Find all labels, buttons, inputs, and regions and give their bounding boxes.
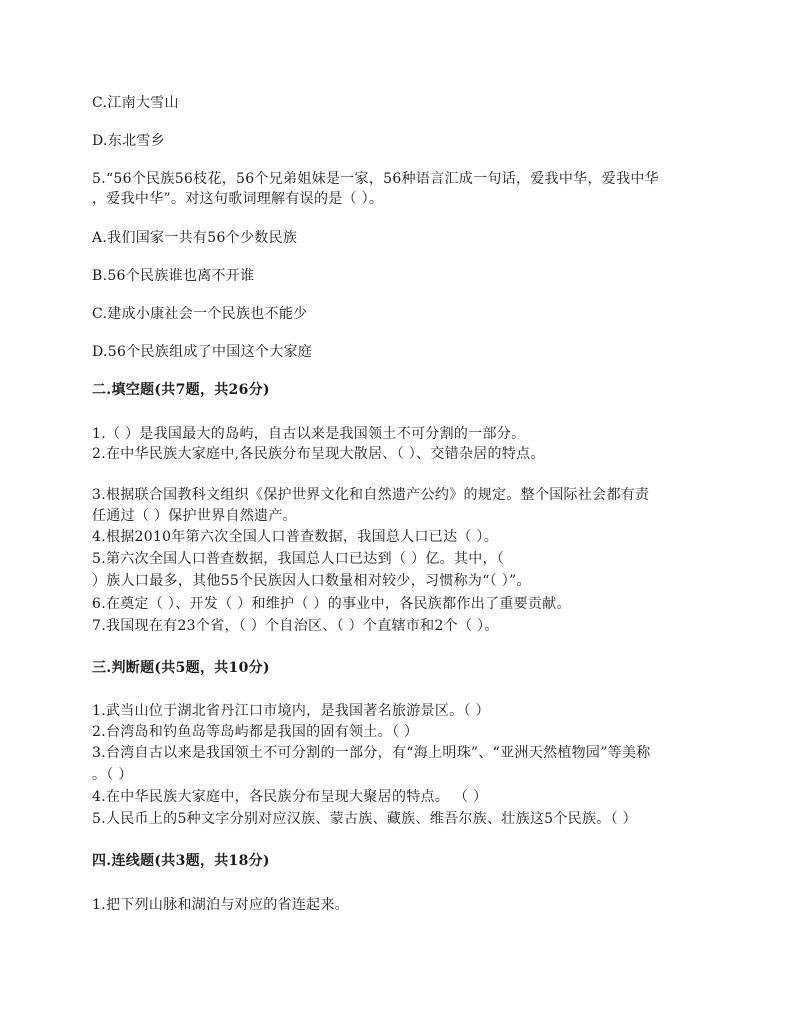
fill-blank-q5-line-2: ）族人口最多，其他55个民族因人口数量相对较少，习惯称为“（ ）”。 xyxy=(92,573,531,589)
fill-blank-q4: 4.根据2010年第六次全国人口普查数据，我国总人口已达（ ）。 xyxy=(92,529,499,545)
section-heading-matching: 四.连线题(共3题，共18分) xyxy=(92,853,270,869)
fill-blank-q3-line-1: 3.根据联合国教科文组织《保护世界文化和自然遗产公约》的规定。整个国际社会都有责 xyxy=(92,487,650,503)
fill-blank-q2: 2.在中华民族大家庭中,各民族分布呈现大散居、（ ）、交错杂居的特点。 xyxy=(92,446,545,462)
true-false-q5: 5.人民币上的5种文字分别对应汉族、蒙古族、藏族、维吾尔族、壮族这5个民族。（ ） xyxy=(92,811,637,827)
question-5-line-2: ，爱我中华”。对这句歌词理解有误的是（ ）。 xyxy=(92,191,384,207)
true-false-q1: 1.武当山位于湖北省丹江口市境内，是我国著名旅游景区。（ ） xyxy=(92,703,490,719)
question-5-option-b: B.56个民族谁也离不开谁 xyxy=(92,268,255,284)
fill-blank-q5-line-1: 5.第六次全国人口普查数据，我国总人口已达到（ ）亿。其中，（ xyxy=(92,551,505,567)
question-5-option-a: A.我们国家一共有56个少数民族 xyxy=(92,230,298,246)
option-c-text: C.江南大雪山 xyxy=(92,95,179,111)
section-heading-true-false: 三.判断题(共5题，共10分) xyxy=(92,660,270,676)
fill-blank-q6: 6.在奠定（ ）、开发（ ）和维护（ ）的事业中，各民族都作出了重要贡献。 xyxy=(92,596,571,612)
fill-blank-q3-line-2: 任通过（ ）保护世界自然遗产。 xyxy=(92,508,297,524)
fill-blank-q7: 7.我国现在有23个省，（ ）个自治区、（ ）个直辖市和2个（ ）。 xyxy=(92,618,499,634)
fill-blank-q1: 1.（ ）是我国最大的岛屿，自古以来是我国领土不可分割的一部分。 xyxy=(92,426,526,442)
true-false-q2: 2.台湾岛和钓鱼岛等岛屿都是我国的固有领土。（ ） xyxy=(92,724,419,740)
question-5-line-1: 5.“56个民族56枝花，56个兄弟姐妹是一家，56种语言汇成一句话，爱我中华，爱我中华 xyxy=(92,171,659,187)
true-false-q3-line-1: 3.台湾自古以来是我国领土不可分割的一部分，有“海上明珠”、“亚洲天然植物园”等美称 xyxy=(92,745,651,761)
question-5-option-c: C.建成小康社会一个民族也不能少 xyxy=(92,306,308,322)
section-heading-fill-blank: 二.填空题(共7题，共26分) xyxy=(92,382,270,398)
true-false-q3-line-2: 。（ ） xyxy=(92,767,133,783)
true-false-q4: 4.在中华民族大家庭中，各民族分布呈现大聚居的特点。 （ ） xyxy=(92,789,488,805)
question-5-option-d: D.56个民族组成了中国这个大家庭 xyxy=(92,344,313,360)
matching-q1: 1.把下列山脉和湖泊与对应的省连起来。 xyxy=(92,897,350,913)
option-d-text: D.东北雪乡 xyxy=(92,133,165,149)
